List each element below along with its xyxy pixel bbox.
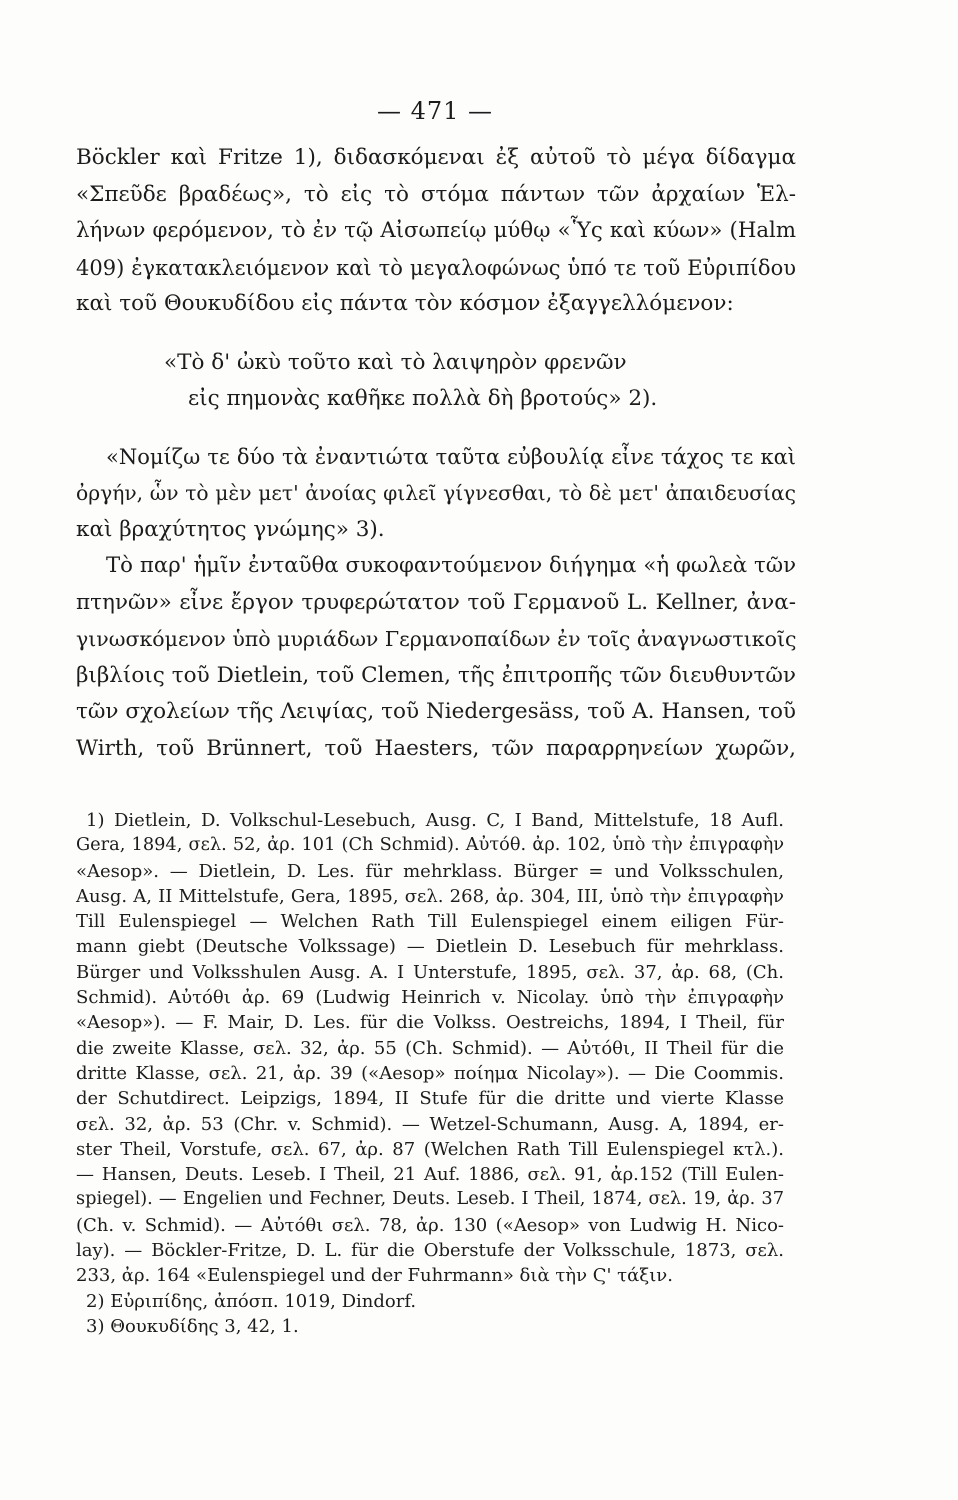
text-line: λήνων φερόμενον, τὸ ἐν τῷ Αἰσωπείῳ μύθῳ «Ὗς καὶ κύων» (Halm xyxy=(76,218,796,243)
page-number: — 471 — xyxy=(376,97,494,125)
footnote-line: — Hansen, Deuts. Leseb. I Theil, 21 Auf. 1886, σελ. 91, ἀρ.152 (Till Eulen- xyxy=(76,1164,784,1186)
text-line: βιβλίοις τοῦ Dietlein, τοῦ Clemen, τῆς ἐπιτροπῆς τῶν διευθυντῶν xyxy=(76,662,796,688)
footnote-line: (Ch. v. Schmid). — Αὐτόθι σελ. 78, ἀρ. 130 («Aesop» von Ludwig H. Nico- xyxy=(76,1214,784,1236)
footnote-line: die zweite Klasse, σελ. 32, ἀρ. 55 (Ch. Schmid). — Αὐτόθι, II Theil für die xyxy=(76,1037,784,1059)
text-line: Wirth, τοῦ Brünnert, τοῦ Haesters, τῶν παραρρηνείων χωρῶν, xyxy=(76,735,796,761)
prose-quote-line: «Νομίζω τε δύο τὰ ἐναντιώτα ταῦτα εὐβουλίᾳ εἶνε τάχος τε καὶ xyxy=(106,444,796,469)
text-line: τῶν σχολείων τῆς Λειψίας, τοῦ Niedergesäss, τοῦ A. Hansen, τοῦ xyxy=(76,699,796,724)
prose-quote-line: ὀργήν, ὧν τὸ μὲν μετ' ἀνοίας φιλεῖ γίγνεσθαι, τὸ δὲ μετ' ἀπαιδευσίας xyxy=(76,481,796,505)
footnote-line: 1) Dietlein, D. Volkschul-Lesebuch, Ausg. C, I Band, Mittelstufe, 18 Aufl. xyxy=(86,810,784,831)
text-line: καὶ τοῦ Θουκυδίδου εἰς πάντα τὸν κόσμον ἐξαγγελλόμενον: xyxy=(76,291,734,316)
text-line: Τὸ παρ' ἡμῖν ἐνταῦθα συκοφαντούμενον διήγημα «ἡ φωλεὰ τῶν xyxy=(106,553,796,578)
footnote-line: Gera, 1894, σελ. 52, ἀρ. 101 (Ch Schmid). Αὐτόθ. ἀρ. 102, ὑπὸ τὴν ἐπιγραφὴν xyxy=(76,835,784,856)
footnote-line: Ausg. A, II Mittelstufe, Gera, 1895, σελ. 268, ἀρ. 304, III, ὑπὸ τὴν ἐπιγραφὴν xyxy=(76,885,784,907)
footnotes xyxy=(76,808,784,1339)
text-line: 409) ἐγκατακλειόμενον καὶ τὸ μεγαλοφώνως ὑπό τε τοῦ Εὐριπίδου xyxy=(76,255,796,280)
footnote-2: 2) Εὐριπίδης, ἀπόσπ. 1019, Dindorf. xyxy=(86,1290,417,1312)
footnote-line: «Aesop». — Dietlein, D. Les. für mehrklass. Bürger = und Volksschulen, xyxy=(76,860,784,882)
footnote-line: lay). — Böckler-Fritze, D. L. für die Oberstufe der Volksschule, 1873, σελ. xyxy=(76,1240,784,1262)
footnote-line: Till Eulenspiegel — Welchen Rath Till Eulenspiegel einem eiligen Für- xyxy=(76,911,784,933)
footnote-line: spiegel). — Engelien und Fechner, Deuts. Leseb. I Theil, 1874, σελ. 19, ἀρ. 37 xyxy=(76,1189,784,1210)
footnote-line: mann giebt (Deutsche Volkssage) — Dietlein D. Lesebuch für mehrklass. xyxy=(76,936,784,958)
footnote-line: «Aesop»). — F. Mair, D. Les. für die Volkss. Oestreichs, 1894, I Theil, für xyxy=(76,1012,784,1034)
footnote-line: ster Theil, Vorstufe, σελ. 67, ἀρ. 87 (Welchen Rath Till Eulenspiegel κτλ.). xyxy=(76,1138,784,1160)
footnote-line: Schmid). Αὐτόθι ἀρ. 69 (Ludwig Heinrich v. Nicolay. ὑπὸ τὴν ἐπιγραφὴν xyxy=(76,987,784,1009)
footnote-line: dritte Klasse, σελ. 21, ἀρ. 39 («Aesop» ποίημα Nicolay»). — Die Coommis. xyxy=(76,1062,784,1084)
text-line: «Σπεῦδε βραδέως», τὸ εἰς τὸ στόμα πάντων τῶν ἀρχαίων Ἑλ- xyxy=(76,181,796,207)
main-text xyxy=(76,140,796,767)
text-line: γινωσκόμενον ὑπὸ μυριάδων Γερμανοπαίδων ἐν τοῖς ἀναγνωστικοῖς xyxy=(76,627,797,651)
text-line: πτηνῶν» εἶνε ἔργον τρυφερώτατον τοῦ Γερμανοῦ L. Kellner, ἀνα- xyxy=(76,589,796,615)
footnote-line: σελ. 32, ἀρ. 53 (Chr. v. Schmid). — Wetzel-Schumann, Ausg. A, 1894, er- xyxy=(76,1113,784,1135)
text-line: Böckler καὶ Fritze 1), διδασκόμεναι ἐξ αὐτοῦ τὸ μέγα δίδαγμα xyxy=(76,145,796,170)
prose-quote-line: καὶ βραχύτητος γνώμης» 3). xyxy=(76,516,385,542)
footnote-3: 3) Θουκυδίδης 3, 42, 1. xyxy=(86,1315,299,1337)
footnote-line: 233, ἀρ. 164 «Eulenspiegel und der Fuhrmann» διὰ τὴν Ϛ' τάξιν. xyxy=(76,1265,673,1287)
footnote-line: der Schutdirect. Leipzigs, 1894, II Stufe für die dritte und vierte Klasse xyxy=(76,1088,784,1110)
footnote-line: Bürger und Volksshulen Ausg. A. I Unterstufe, 1895, σελ. 37, ἀρ. 68, (Ch. xyxy=(76,961,784,983)
verse-quote-line: εἰς πημονὰς καθῆκε πολλὰ δὴ βροτούς» 2). xyxy=(188,385,658,411)
verse-quote-line: «Τὸ δ' ὠκὺ τοῦτο καὶ τὸ λαιψηρὸν φρενῶν xyxy=(164,349,627,375)
